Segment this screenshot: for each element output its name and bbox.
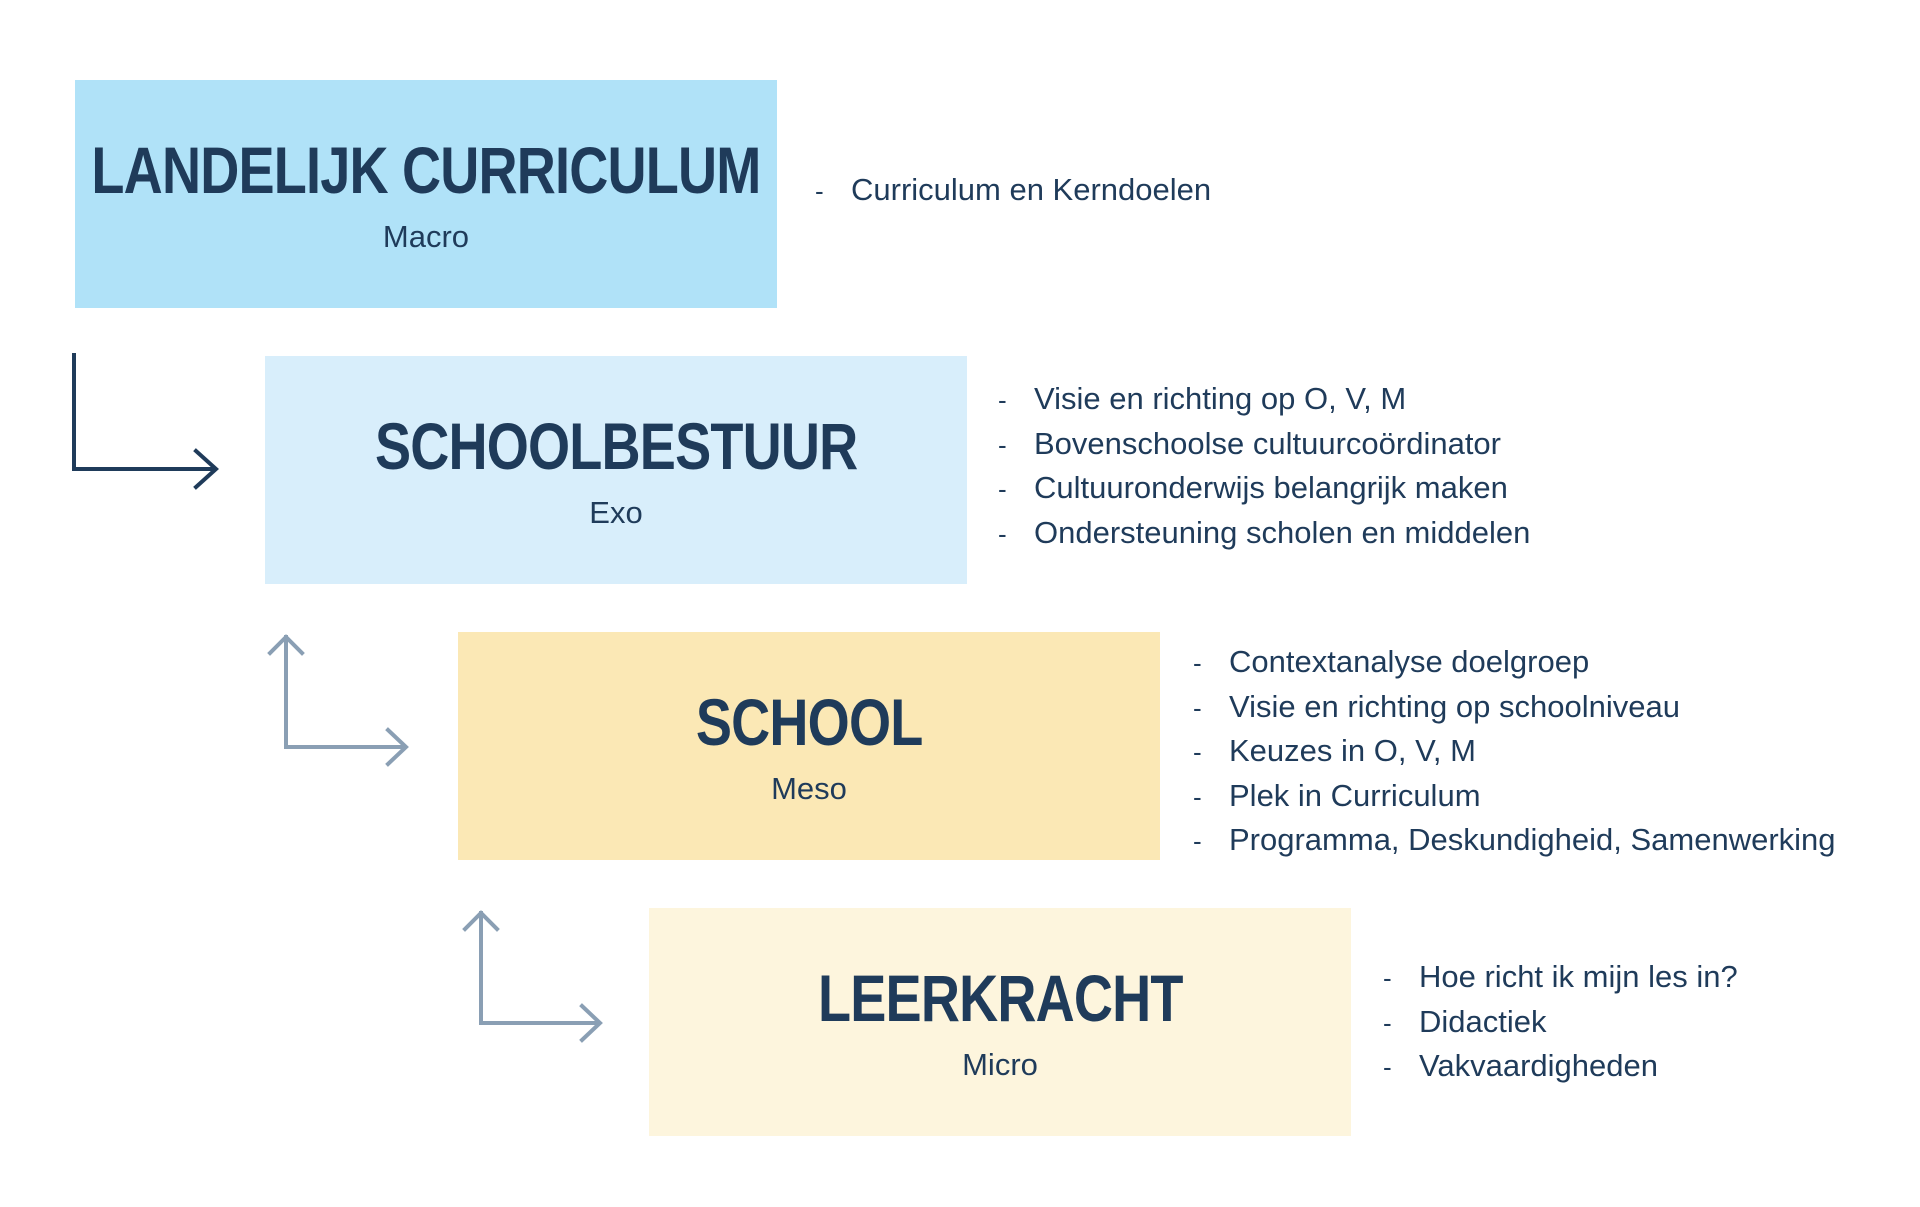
bullet-dash: -	[998, 474, 1007, 504]
list-item-text: Hoe richt ik mijn les in?	[1419, 959, 1738, 994]
list-item-text: Visie en richting op schoolniveau	[1229, 688, 1680, 724]
bullet-dash: -	[1193, 692, 1202, 723]
bullet-dash: -	[1193, 826, 1202, 856]
bullet-dash: -	[1193, 648, 1202, 678]
arrow-meso-micro-icon	[465, 913, 600, 1040]
list-item-text: Vakvaardigheden	[1419, 1048, 1658, 1083]
arrow-macro-to-exo-icon	[74, 355, 216, 487]
level-subtitle-meso: Meso	[771, 770, 847, 806]
list-item-text: Plek in Curriculum	[1229, 777, 1481, 813]
bullet-dash: -	[998, 518, 1007, 549]
level-subtitle-exo: Exo	[589, 494, 643, 530]
bullet-dash: -	[815, 176, 824, 206]
arrow-exo-meso-icon	[270, 637, 406, 764]
level-subtitle-macro: Macro	[382, 218, 470, 254]
bullet-dash: -	[1193, 737, 1202, 767]
list-item-text: Keuzes in O, V, M	[1229, 733, 1476, 768]
level-title-meso: SCHOOL	[695, 684, 923, 759]
bullet-dash: -	[1383, 1052, 1392, 1082]
bullet-dash: -	[1193, 781, 1202, 812]
bullet-dash: -	[998, 385, 1007, 415]
list-item-text: Didactiek	[1419, 1003, 1547, 1039]
level-title-micro: LEERKRACHT	[817, 960, 1183, 1035]
level-title-macro: LANDELIJK CURRICULUM	[91, 132, 761, 207]
list-item-text: Cultuuronderwijs belangrijk maken	[1034, 470, 1508, 505]
bullet-dash: -	[998, 429, 1007, 460]
bullet-dash: -	[1383, 1007, 1392, 1038]
list-item-text: Bovenschoolse cultuurcoördinator	[1034, 425, 1501, 461]
list-item-text: Visie en richting op O, V, M	[1034, 381, 1407, 416]
level-title-exo: SCHOOLBESTUUR	[374, 408, 858, 483]
list-item-text: Programma, Deskundigheid, Samenwerking	[1229, 822, 1836, 857]
bullet-dash: -	[1383, 963, 1392, 993]
list-item-text: Contextanalyse doelgroep	[1229, 644, 1590, 679]
list-item-text: Ondersteuning scholen en middelen	[1034, 514, 1531, 550]
level-subtitle-micro: Micro	[962, 1046, 1038, 1082]
list-item-text: Curriculum en Kerndoelen	[851, 172, 1212, 207]
